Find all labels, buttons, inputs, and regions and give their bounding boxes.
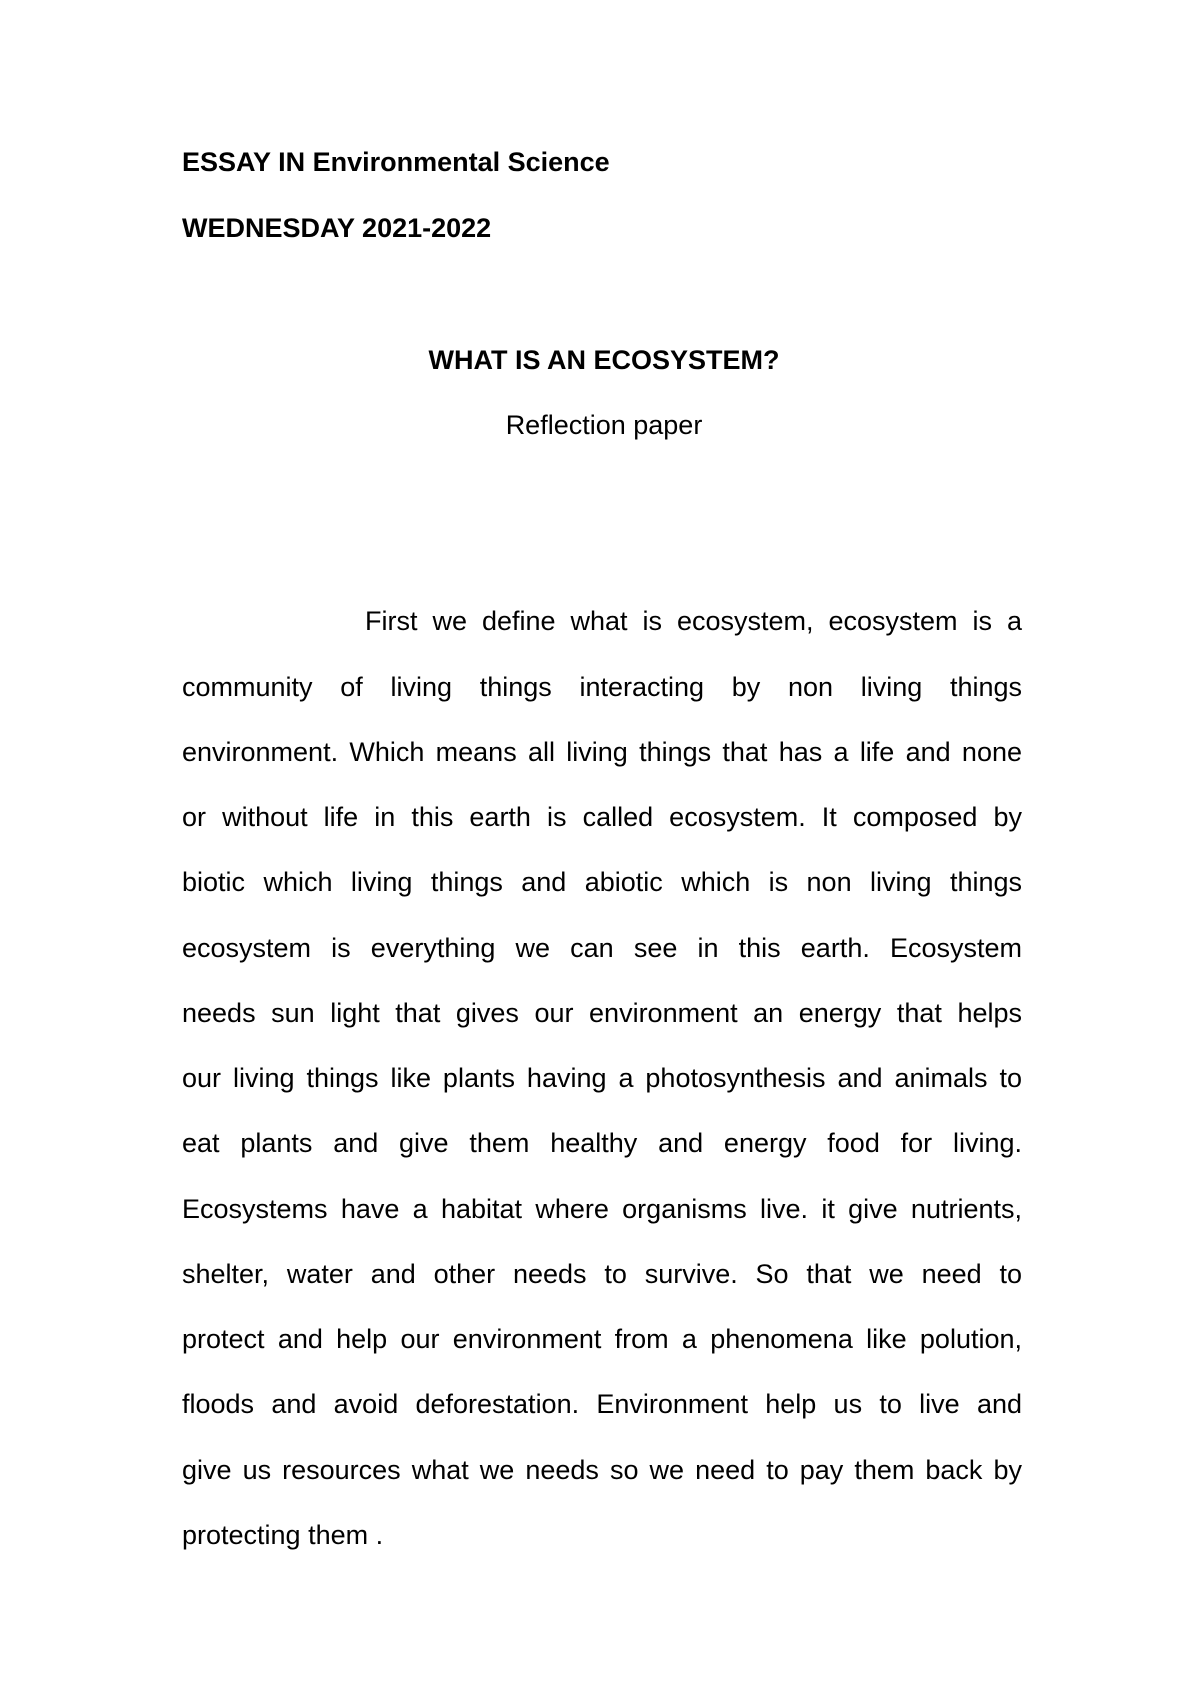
body-line: biotic which living things and abiotic which is non living things: [182, 867, 1022, 897]
body-line: or without life in this earth is called ecosystem. It composed by: [182, 802, 1022, 832]
essay-title: WHAT IS AN ECOSYSTEM?: [428, 345, 780, 375]
body-line: Ecosystems have a habitat where organisms live. it give nutrients,: [182, 1194, 1022, 1224]
body-line: protect and help our environment from a phenomena like polution,: [182, 1324, 1022, 1354]
course-heading: ESSAY IN Environmental Science: [182, 147, 610, 177]
body-line: protecting them .: [182, 1520, 384, 1550]
schedule-heading: WEDNESDAY 2021-2022: [182, 213, 492, 243]
body-line: needs sun light that gives our environment an energy that helps: [182, 998, 1022, 1028]
body-line: eat plants and give them healthy and energy food for living.: [182, 1128, 1022, 1158]
body-line: ecosystem is everything we can see in this earth. Ecosystem: [182, 933, 1022, 963]
body-line: environment. Which means all living things that has a life and none: [182, 737, 1022, 767]
body-line: give us resources what we needs so we need to pay them back by: [182, 1455, 1022, 1485]
body-line: First we define what is ecosystem, ecosystem is a: [365, 606, 1022, 636]
body-line: our living things like plants having a photosynthesis and animals to: [182, 1063, 1022, 1093]
essay-subtitle: Reflection paper: [505, 410, 703, 440]
body-line: community of living things interacting by non living things: [182, 672, 1022, 702]
body-line: shelter, water and other needs to survive. So that we need to: [182, 1259, 1022, 1289]
body-line: floods and avoid deforestation. Environment help us to live and: [182, 1389, 1022, 1419]
